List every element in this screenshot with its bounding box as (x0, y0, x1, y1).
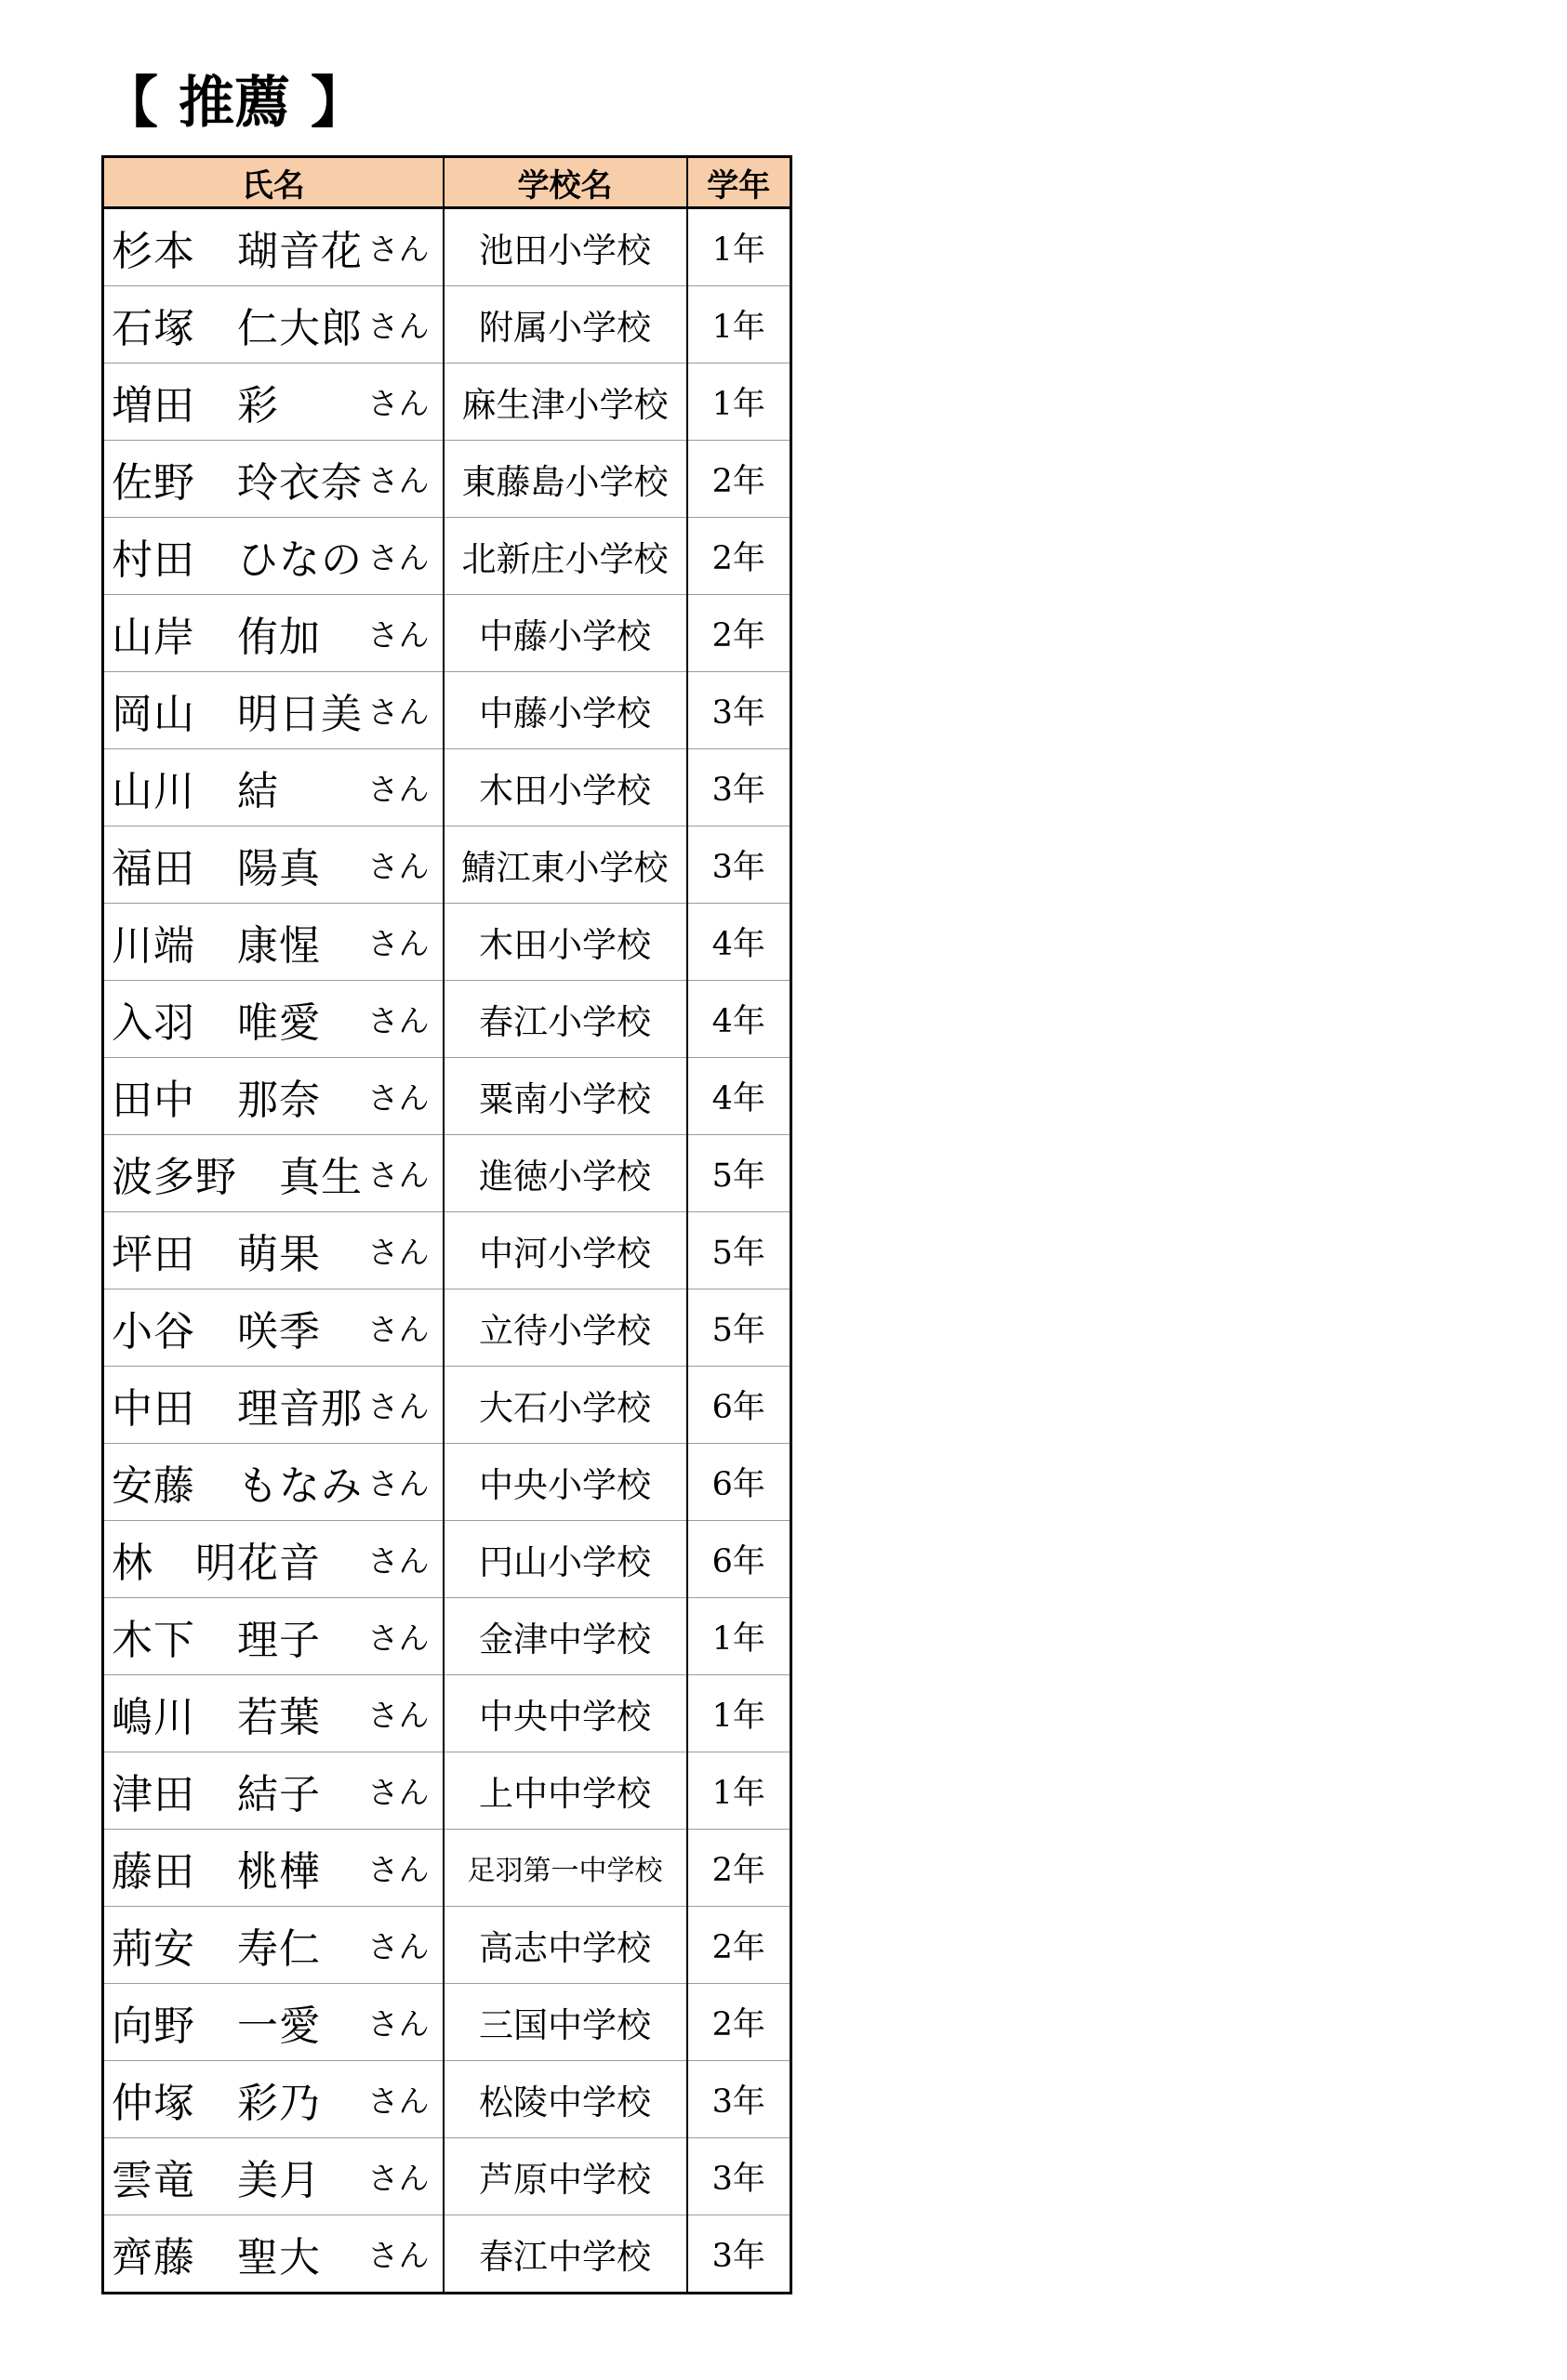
name-cell (103, 1058, 444, 1135)
name-cell (103, 1135, 444, 1212)
school-name: 足羽第一中学校 (444, 1830, 687, 1907)
honorific: さん (367, 1079, 430, 1117)
table-row (103, 2061, 791, 2138)
student-name: 嶋川 若葉 (112, 1694, 321, 1741)
school-name: 円山小学校 (444, 1521, 687, 1598)
table-row (103, 826, 791, 904)
grade: 2年 (687, 441, 791, 518)
grade: 2年 (687, 595, 791, 672)
honorific: さん (367, 771, 430, 808)
student-name: 山岸 侑加 (112, 614, 321, 661)
honorific: さん (367, 1388, 430, 1425)
recommendation-table (101, 155, 792, 2294)
school-name: 木田小学校 (444, 904, 687, 981)
school-name: 東藤島小学校 (444, 441, 687, 518)
table-row (103, 1058, 791, 1135)
grade: 3年 (687, 672, 791, 749)
name-cell (103, 208, 444, 286)
grade: 2年 (687, 518, 791, 595)
grade: 1年 (687, 286, 791, 364)
table-row (103, 1367, 791, 1444)
header-grade: 学年 (687, 157, 791, 208)
table-row (103, 981, 791, 1058)
school-name: 三国中学校 (444, 1984, 687, 2061)
school-name: 北新庄小学校 (444, 518, 687, 595)
name-cell (103, 441, 444, 518)
school-name: 立待小学校 (444, 1289, 687, 1367)
school-name: 麻生津小学校 (444, 364, 687, 441)
table-row (103, 1752, 791, 1830)
honorific: さん (367, 1851, 430, 1888)
table-row (103, 286, 791, 364)
school-name: 附属小学校 (444, 286, 687, 364)
grade: 3年 (687, 826, 791, 904)
table-row (103, 1444, 791, 1521)
grade: 2年 (687, 1830, 791, 1907)
grade: 4年 (687, 904, 791, 981)
student-name: 田中 那奈 (112, 1077, 321, 1124)
school-name: 中央小学校 (444, 1444, 687, 1521)
name-cell (103, 2061, 444, 2138)
honorific: さん (367, 1928, 430, 1965)
title-text: 推薦 (179, 71, 290, 136)
honorific: さん (367, 231, 430, 268)
honorific: さん (367, 308, 430, 345)
student-name: 小谷 咲季 (112, 1308, 321, 1355)
table-row (103, 1830, 791, 1907)
honorific: さん (367, 848, 430, 885)
student-name: 増田 彩 (112, 382, 279, 430)
name-cell (103, 749, 444, 826)
student-name: 福田 陽真 (112, 845, 321, 892)
student-name: 入羽 唯愛 (112, 999, 321, 1047)
school-name: 芦原中学校 (444, 2138, 687, 2215)
school-name: 春江中学校 (444, 2215, 687, 2294)
name-cell (103, 1598, 444, 1675)
school-name: 松陵中学校 (444, 2061, 687, 2138)
table-row (103, 749, 791, 826)
name-cell (103, 595, 444, 672)
student-name: 波多野 真生 (112, 1154, 363, 1201)
table-row (103, 2138, 791, 2215)
name-cell (103, 1521, 444, 1598)
name-cell (103, 1984, 444, 2061)
school-name: 中藤小学校 (444, 672, 687, 749)
name-cell (103, 2215, 444, 2294)
grade: 5年 (687, 1135, 791, 1212)
grade: 6年 (687, 1367, 791, 1444)
student-name: 川端 康惺 (112, 922, 321, 970)
honorific: さん (367, 2005, 430, 2043)
honorific: さん (367, 2237, 430, 2274)
school-name: 中河小学校 (444, 1212, 687, 1289)
honorific: さん (367, 1465, 430, 1502)
grade: 3年 (687, 749, 791, 826)
school-name: 池田小学校 (444, 208, 687, 286)
honorific: さん (367, 1774, 430, 1811)
student-name: 石塚 仁大郎 (112, 305, 363, 352)
student-name: 安藤 もなみ (112, 1462, 363, 1510)
grade: 1年 (687, 364, 791, 441)
student-name: 中田 理音那 (112, 1385, 363, 1433)
table-row (103, 672, 791, 749)
header-name: 氏名 (103, 157, 444, 208)
name-cell (103, 904, 444, 981)
name-cell (103, 364, 444, 441)
grade: 3年 (687, 2061, 791, 2138)
name-cell (103, 1212, 444, 1289)
page-title (102, 61, 366, 145)
student-name: 坪田 萌果 (112, 1231, 321, 1278)
table-row (103, 208, 791, 286)
table-row (103, 1907, 791, 1984)
table-row (103, 364, 791, 441)
table-row (103, 1984, 791, 2061)
honorific: さん (367, 2082, 430, 2120)
student-name: 林 明花音 (112, 1540, 321, 1587)
student-name: 杉本 瑚音花 (112, 228, 363, 275)
school-name: 上中中学校 (444, 1752, 687, 1830)
student-name: 佐野 玲衣奈 (112, 459, 363, 507)
grade: 3年 (687, 2138, 791, 2215)
student-name: 木下 理子 (112, 1617, 321, 1664)
table-row (103, 1675, 791, 1752)
school-name: 木田小学校 (444, 749, 687, 826)
table-row (103, 441, 791, 518)
student-name: 雲竜 美月 (112, 2157, 321, 2204)
grade: 4年 (687, 981, 791, 1058)
name-cell (103, 518, 444, 595)
title-open-bracket: 【 (102, 71, 158, 136)
grade: 2年 (687, 1907, 791, 1984)
grade: 1年 (687, 208, 791, 286)
school-name: 高志中学校 (444, 1907, 687, 1984)
grade: 4年 (687, 1058, 791, 1135)
name-cell (103, 1444, 444, 1521)
grade: 5年 (687, 1212, 791, 1289)
name-cell (103, 1752, 444, 1830)
honorific: さん (367, 694, 430, 731)
table-header-row (103, 157, 791, 208)
table-row (103, 595, 791, 672)
school-name: 粟南小学校 (444, 1058, 687, 1135)
name-cell (103, 1675, 444, 1752)
name-cell (103, 1289, 444, 1367)
honorific: さん (367, 539, 430, 576)
table-row (103, 2215, 791, 2294)
honorific: さん (367, 1157, 430, 1194)
honorific: さん (367, 1311, 430, 1348)
header-school: 学校名 (444, 157, 687, 208)
table-row (103, 1521, 791, 1598)
grade: 5年 (687, 1289, 791, 1367)
school-name: 春江小学校 (444, 981, 687, 1058)
honorific: さん (367, 616, 430, 654)
honorific: さん (367, 925, 430, 962)
school-name: 金津中学校 (444, 1598, 687, 1675)
grade: 1年 (687, 1598, 791, 1675)
name-cell (103, 1830, 444, 1907)
title-close-bracket: 】 (311, 71, 366, 136)
table-row (103, 1289, 791, 1367)
honorific: さん (367, 1542, 430, 1580)
school-name: 大石小学校 (444, 1367, 687, 1444)
student-name: 向野 一愛 (112, 2003, 321, 2050)
student-name: 荊安 寿仁 (112, 1925, 321, 1973)
name-cell (103, 2138, 444, 2215)
honorific: さん (367, 1697, 430, 1734)
name-cell (103, 826, 444, 904)
student-name: 仲塚 彩乃 (112, 2080, 321, 2127)
honorific: さん (367, 2160, 430, 2197)
honorific: さん (367, 1234, 430, 1271)
school-name: 中藤小学校 (444, 595, 687, 672)
table-body (103, 208, 791, 2294)
student-name: 村田 ひなの (112, 536, 363, 584)
table-row (103, 1598, 791, 1675)
name-cell (103, 1907, 444, 1984)
name-cell (103, 672, 444, 749)
student-name: 岡山 明日美 (112, 691, 363, 738)
school-name: 中央中学校 (444, 1675, 687, 1752)
table-row (103, 1135, 791, 1212)
honorific: さん (367, 1620, 430, 1657)
student-name: 齊藤 聖大 (112, 2234, 321, 2281)
grade: 3年 (687, 2215, 791, 2294)
table-row (103, 904, 791, 981)
honorific: さん (367, 385, 430, 422)
honorific: さん (367, 1002, 430, 1039)
grade: 2年 (687, 1984, 791, 2061)
school-name: 鯖江東小学校 (444, 826, 687, 904)
table-row (103, 1212, 791, 1289)
student-name: 津田 結子 (112, 1771, 321, 1818)
name-cell (103, 1367, 444, 1444)
table-row (103, 518, 791, 595)
grade: 1年 (687, 1752, 791, 1830)
grade: 6年 (687, 1444, 791, 1521)
grade: 6年 (687, 1521, 791, 1598)
student-name: 山川 結 (112, 768, 279, 815)
name-cell (103, 286, 444, 364)
student-name: 藤田 桃樺 (112, 1848, 321, 1896)
grade: 1年 (687, 1675, 791, 1752)
honorific: さん (367, 462, 430, 499)
school-name: 進徳小学校 (444, 1135, 687, 1212)
name-cell (103, 981, 444, 1058)
